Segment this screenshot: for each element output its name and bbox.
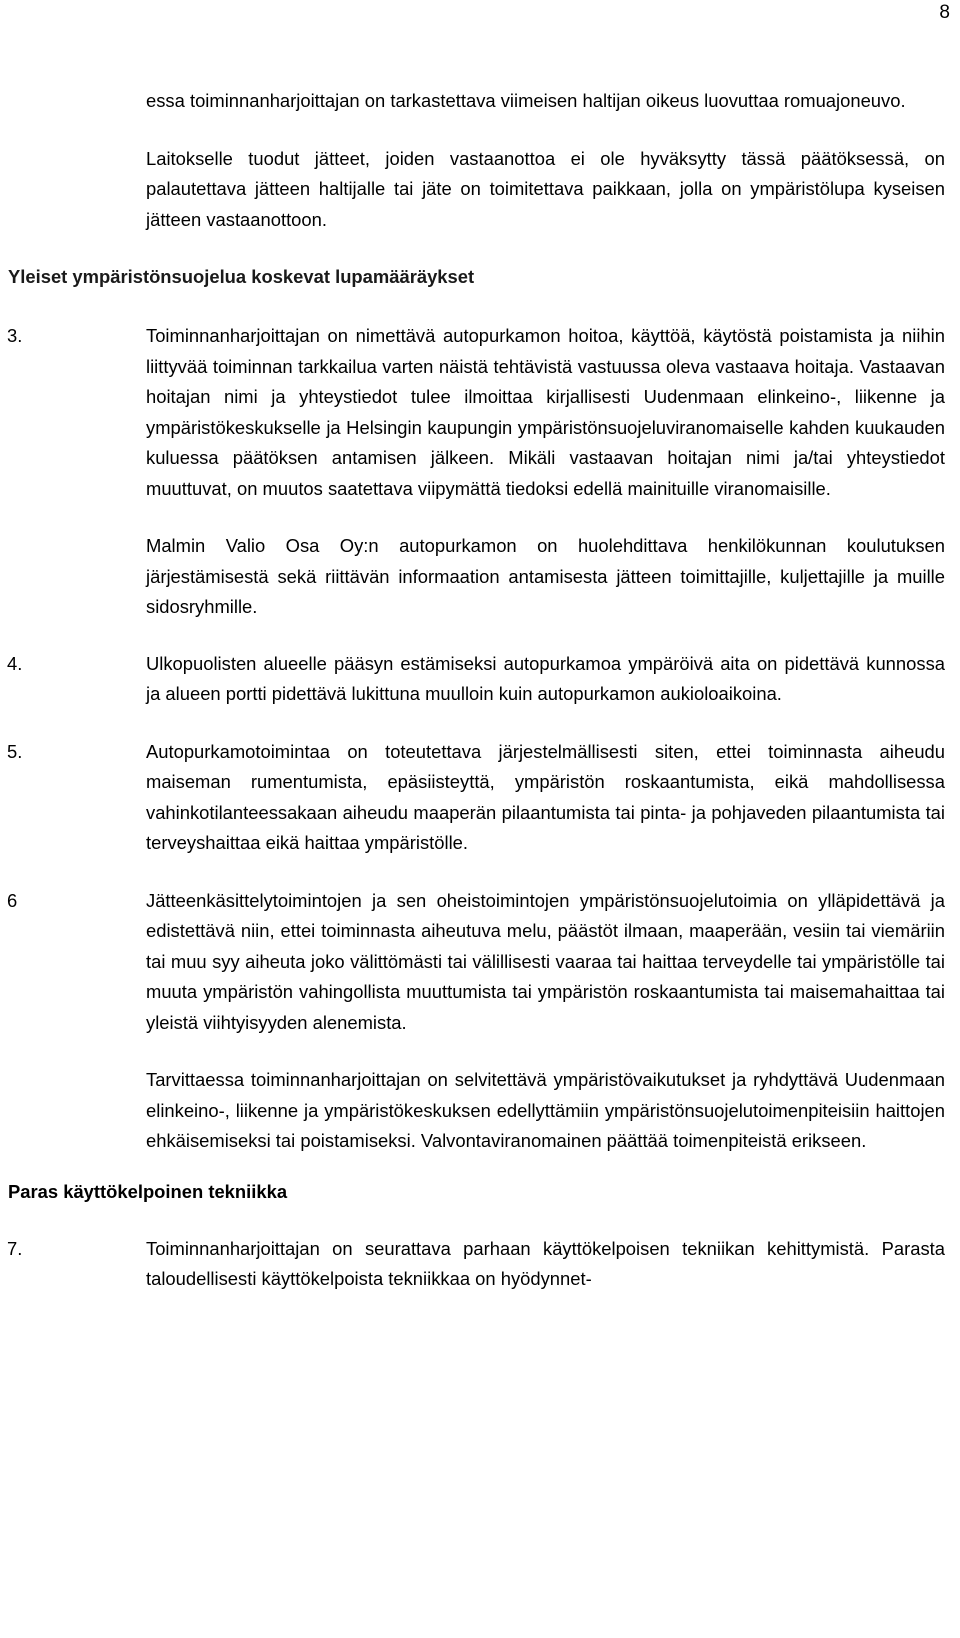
page-number: 8 (939, 2, 950, 23)
item-text: Toiminnanharjoittajan on seurattava parhaan käyttökelpoisen tekniikan kehittymistä. Parasta taloudellisesti käyttökelpoista tekniikkaa on hyödynnet- (146, 1237, 945, 1289)
item-number: 6 (7, 889, 18, 911)
item-text: Autopurkamotoimintaa on toteutettava järjestelmällisesti siten, ettei toiminnasta aiheudu maiseman rumentumista, epäsiisteyttä, ympäristön roskaantumista, eikä mahdollisessa vahinkotilanteessakaan aiheudu maaperän pilaantumista tai pinta- ja pohjaveden pilaantumista tai terveyshaittaa eikä haittaa ympäristölle. (146, 740, 945, 853)
item-text: Jätteenkäsittelytoimintojen ja sen oheistoimintojen ympäristönsuojelutoimia on ylläpidettävä ja edistettävä niin, ettei toiminnasta aiheutuva melu, päästöt ilmaan, maaperään, vesiin tai viemäriin tai muu syy aiheuta joko välittömästi tai välillisesti vaaraa tai haittaa terveydelle tai ympäristölle tai muuta ympäristön vahingollista muuttumista tai ympäristön roskaantumista tai maisemahaittaa tai yleistä viihtyisyyden alenemista. (146, 889, 945, 1033)
paragraph: Malmin Valio Osa Oy:n autopurkamon on huolehdittava henkilökunnan koulutuksen järjestämisestä sekä riittävän informaation antamisesta jätteen toimittajille, kuljettajille ja muille sidosryhmille. (146, 535, 945, 617)
item-number: 3. (7, 325, 23, 346)
numbered-item-6 (0, 886, 945, 1039)
section-heading: Yleiset ympäristönsuojelua koskevat lupamääräykset (8, 266, 475, 287)
numbered-item-7 (0, 1234, 945, 1295)
item-number: 5. (7, 740, 23, 762)
item-text: Ulkopuolisten alueelle pääsyn estämiseksi autopurkamoa ympäröivä aita on pidettävä kunnossa ja alueen portti pidettävä lukittuna muulloin kuin autopurkamon aukioloaikoina. (146, 652, 945, 704)
numbered-item-5 (0, 737, 945, 859)
paragraph: essa toiminnanharjoittajan on tarkastettava viimeisen haltijan oikeus luovuttaa romuajoneuvo. (146, 90, 906, 111)
item-number: 7. (7, 1237, 23, 1259)
item-text: Toiminnanharjoittajan on nimettävä autopurkamon hoitoa, käyttöä, käytöstä poistamista ja niihin liittyvää toiminnan tarkkailua varten näistä tehtävistä vastuussa oleva vastaava hoitaja. Vastaavan hoitajan nimi ja yhteystiedot tulee ilmoittaa kirjallisesti Uudenmaan elinkeino-, liikenne ja ympäristökeskukselle ja Helsingin kaupungin ympäristönsuojeluviranomaiselle kahden kuukauden kuluessa päätöksen antamisen jälkeen. Mikäli vastaavan hoitajan nimi ja/tai yhteystiedot muuttuvat, on muutos saatettava viipymättä tiedoksi edellä mainituille viranomaisille. (146, 325, 945, 499)
paragraph: Tarvittaessa toiminnanharjoittajan on selvitettävä ympäristövaikutukset ja ryhdyttävä Uudenmaan elinkeino-, liikenne ja ympäristökeskuksen edellyttämiin ympäristönsuojelutoimenpiteisiin haittojen ehkäisemiseksi tai poistamiseksi. Valvontaviranomainen päättää toimenpiteistä erikseen. (146, 1069, 945, 1151)
numbered-item-4 (0, 649, 945, 710)
numbered-item-3 (0, 321, 945, 504)
item-number: 4. (7, 652, 23, 674)
paragraph: Laitokselle tuodut jätteet, joiden vastaanottoa ei ole hyväksytty tässä päätöksessä, on palautettava jätteen haltijalle tai jäte on toimitettava paikkaan, jolla on ympäristölupa kyseisen jätteen vastaanottoon. (146, 147, 945, 230)
section-heading: Paras käyttökelpoinen tekniikka (8, 1180, 288, 1202)
document-body (0, 86, 945, 1322)
